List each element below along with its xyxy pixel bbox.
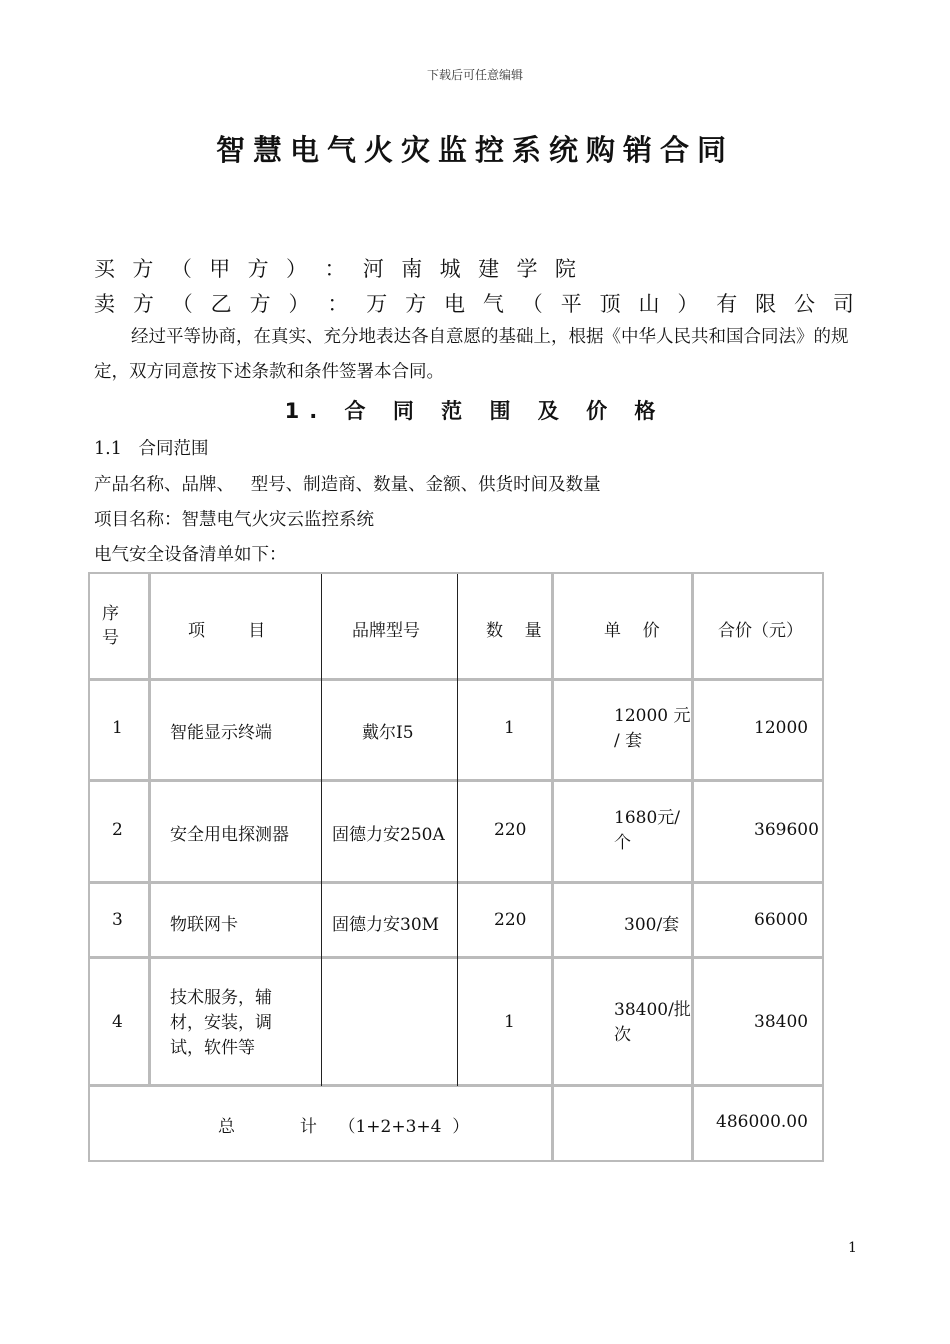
seller-char: 方 — [405, 292, 427, 316]
buyer-char: 买 — [94, 257, 115, 281]
project-name-line: 项目名称：智慧电气火灾云监控系统 — [94, 510, 374, 530]
buyer-char: 城 — [439, 257, 461, 281]
row4-qty: 1 — [504, 1012, 515, 1032]
buyer-char: 南 — [401, 257, 423, 281]
row2-qty: 220 — [494, 820, 527, 840]
seller-char: 方 — [132, 292, 154, 316]
row2-unit-price: 1680元/ 个 — [614, 808, 680, 853]
header-no: 序 号 — [102, 604, 119, 648]
row1-qty: 1 — [504, 718, 515, 738]
buyer-char: 方 — [132, 257, 154, 281]
row1-unit-price: 12000 元 / 套 — [614, 706, 691, 751]
seller-char: 顶 — [599, 292, 621, 316]
buyer-char: （ — [170, 257, 192, 281]
seller-char: 方 — [249, 292, 271, 316]
buyer-char: 方 — [247, 257, 269, 281]
equipment-table — [88, 572, 824, 1162]
seller-char: ） — [288, 292, 310, 316]
seller-char: 有 — [716, 292, 738, 316]
row2-total: 369600 — [754, 820, 819, 840]
row2-model: 固德力安250A — [332, 825, 445, 845]
row1-item: 智能显示终端 — [170, 723, 272, 743]
seller-char: 公 — [794, 292, 816, 316]
list-intro-line: 电气安全设备清单如下： — [94, 545, 287, 565]
row3-no: 3 — [112, 910, 123, 930]
seller-char: 山 — [638, 292, 660, 316]
seller-char: 气 — [482, 292, 504, 316]
page-number: 1 — [848, 1240, 857, 1256]
seller-char: 卖 — [94, 292, 115, 316]
buyer-char: 河 — [362, 257, 384, 281]
header-qty: 数 量 — [486, 621, 542, 641]
row1-no: 1 — [112, 718, 123, 738]
seller-char: ： — [327, 292, 349, 316]
row4-total: 38400 — [754, 1012, 809, 1032]
seller-char: 万 — [366, 292, 388, 316]
seller-char: 乙 — [210, 292, 232, 316]
seller-char: （ — [521, 292, 543, 316]
header-note: 下载后可任意编辑 — [426, 68, 523, 82]
buyer-line — [94, 253, 576, 283]
row3-item: 物联网卡 — [170, 915, 238, 935]
row3-total: 66000 — [754, 910, 809, 930]
row2-item: 安全用电探测器 — [170, 825, 289, 845]
seller-char: 司 — [832, 292, 854, 316]
seller-line — [94, 288, 854, 318]
row3-model: 固德力安30M — [332, 915, 440, 935]
buyer-char: 学 — [516, 257, 538, 281]
row3-qty: 220 — [494, 910, 527, 930]
seller-char: （ — [171, 292, 193, 316]
row1-total: 12000 — [754, 718, 809, 738]
buyer-char: 甲 — [209, 257, 231, 281]
section-1-heading: 1. 合 同 范 围 及 价 格 — [284, 399, 666, 423]
subsection-1-1: 1.1 合同范围 — [94, 439, 209, 459]
seller-char: ） — [677, 292, 699, 316]
contract-title: 智慧电气火灾监控系统购销合同 — [215, 133, 734, 167]
scope-line: 产品名称、品牌、 型号、制造商、数量、金额、供货时间及数量 — [94, 475, 601, 495]
seller-char: 电 — [444, 292, 466, 316]
row1-model: 戴尔I5 — [362, 723, 414, 743]
buyer-char: ： — [324, 257, 346, 281]
header-total: 合价（元） — [718, 621, 803, 641]
header-unit-price: 单 价 — [604, 621, 660, 641]
seller-char: 平 — [560, 292, 582, 316]
buyer-char: 建 — [478, 257, 500, 281]
header-model: 品牌型号 — [352, 621, 420, 641]
buyer-char: 院 — [554, 257, 576, 281]
sum-total: 486000.00 — [716, 1112, 808, 1132]
intro-paragraph: 经过平等协商，在真实、充分地表达各自意愿的基础上，根据《中华人民共和国合同法》的规定，双方同意按下述条款和条件签署本合同。 — [94, 327, 849, 382]
row3-unit-price: 300/套 — [624, 915, 680, 935]
row4-unit-price: 38400/批 次 — [614, 1000, 691, 1045]
sum-label: 总 计 （1+2+3+4 ） — [218, 1117, 470, 1137]
buyer-char: ） — [286, 257, 308, 281]
header-item: 项 目 — [188, 621, 266, 641]
row4-no: 4 — [112, 1012, 123, 1032]
seller-char: 限 — [755, 292, 777, 316]
row2-no: 2 — [112, 820, 123, 840]
row4-item: 技术服务，辅 材，安装，调 试，软件等 — [170, 988, 272, 1058]
